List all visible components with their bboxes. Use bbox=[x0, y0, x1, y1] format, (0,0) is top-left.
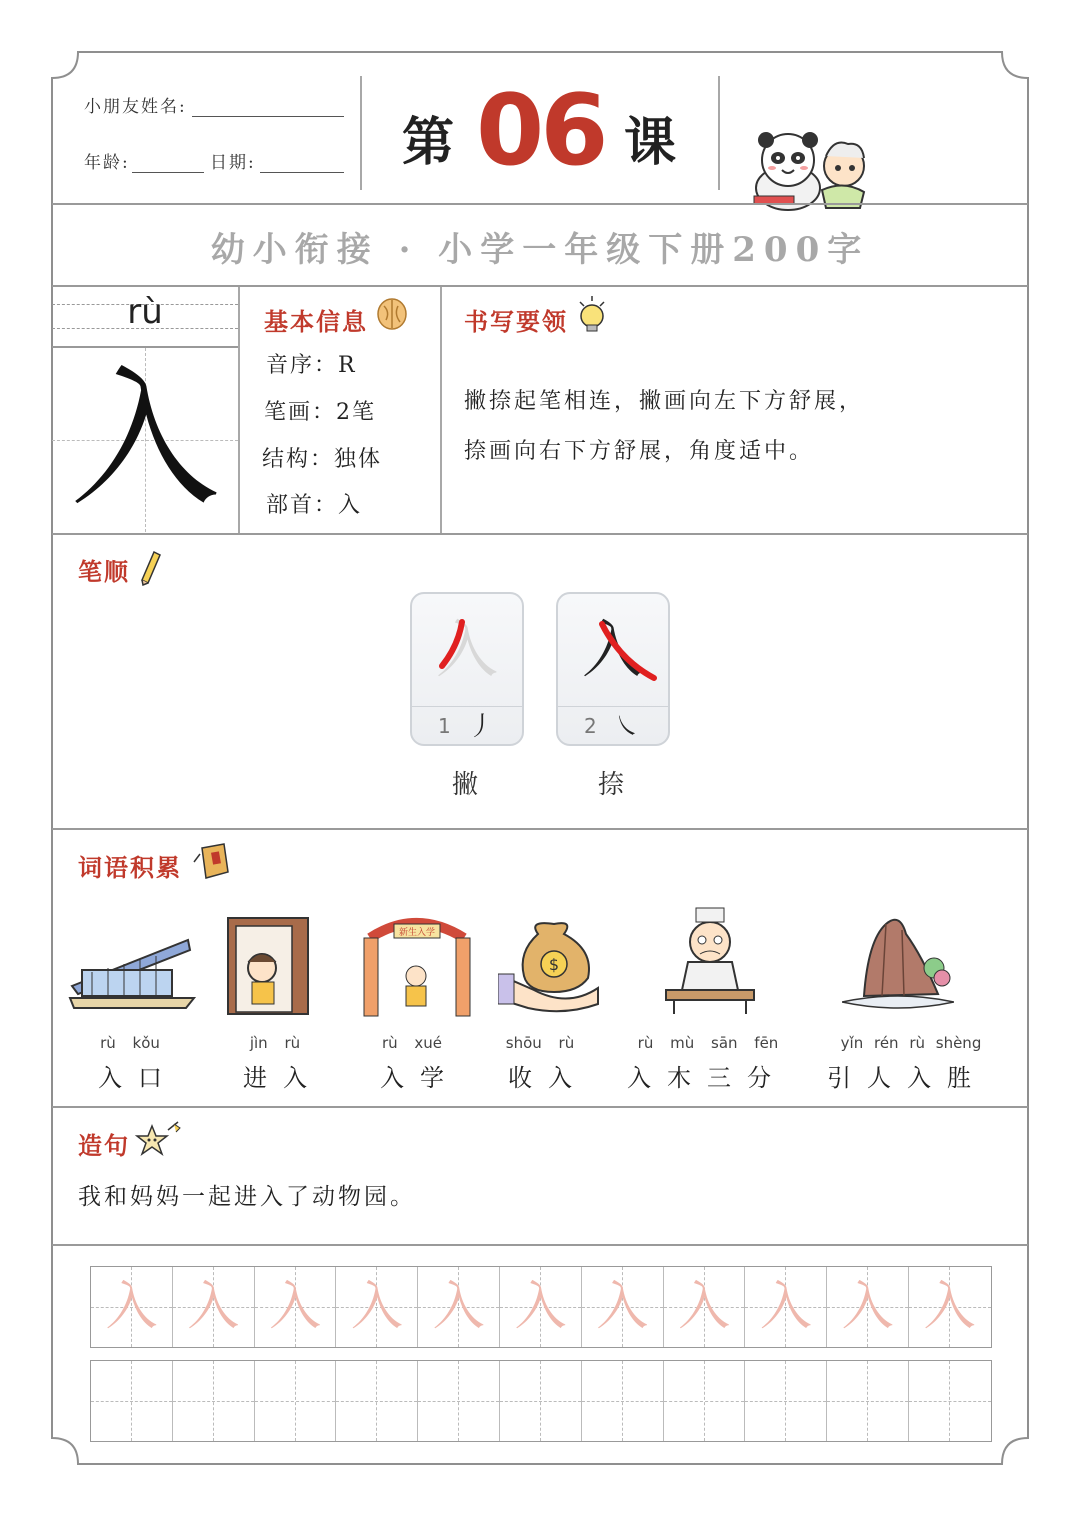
write-cell[interactable] bbox=[664, 1361, 746, 1441]
stroke-card-2 bbox=[556, 592, 670, 746]
info-bottom-rule bbox=[52, 533, 1028, 535]
lesson-number: 06 bbox=[476, 74, 605, 188]
trace-cell[interactable]: 入 bbox=[745, 1267, 827, 1347]
lesson-suffix: 课 bbox=[624, 112, 677, 173]
book-icon bbox=[192, 842, 232, 882]
trace-cell[interactable]: 入 bbox=[91, 1267, 173, 1347]
vocabulary-title: 词语积累 bbox=[78, 853, 182, 882]
tip-line-2: 捺画向右下方舒展，角度适中。 bbox=[464, 439, 815, 464]
word-3-hanzi: 入学 bbox=[380, 1064, 460, 1092]
trace-cell[interactable]: 入 bbox=[827, 1267, 909, 1347]
stroke-card-1-num: 1 bbox=[438, 714, 451, 738]
stroke-card-2-glyph: ㇏ bbox=[614, 712, 641, 742]
stroke-card-1-divider bbox=[412, 706, 522, 707]
word-2-hanzi: 进入 bbox=[243, 1064, 323, 1092]
header-divider-left bbox=[360, 76, 362, 190]
header-divider-right bbox=[718, 76, 720, 190]
write-cell[interactable] bbox=[255, 1361, 337, 1441]
sentence-text: 我和妈妈一起进入了动物园。 bbox=[78, 1184, 416, 1210]
stroke-bottom-rule bbox=[52, 828, 1028, 830]
star-icon bbox=[134, 1120, 184, 1160]
word-5-hanzi: 入木三分 bbox=[627, 1064, 787, 1092]
banner-bottom-rule bbox=[52, 285, 1028, 287]
trace-cell[interactable]: 入 bbox=[336, 1267, 418, 1347]
sentence-title: 造句 bbox=[78, 1131, 130, 1160]
trace-cell[interactable]: 入 bbox=[582, 1267, 664, 1347]
writing-grid-row bbox=[90, 1360, 992, 1442]
stroke-2-highlight bbox=[558, 594, 668, 706]
info-line-2: 笔画：2笔 bbox=[264, 400, 376, 425]
stroke-card-2-glyph-full: 入 bbox=[581, 613, 644, 686]
write-cell[interactable] bbox=[500, 1361, 582, 1441]
write-cell[interactable] bbox=[745, 1361, 827, 1441]
basic-info-title: 基本信息 bbox=[264, 307, 368, 336]
character-hanzi: 入 bbox=[69, 353, 220, 527]
trace-cell[interactable]: 入 bbox=[909, 1267, 991, 1347]
word-6-pinyin: yǐn rén rù shèng bbox=[840, 1034, 982, 1052]
pencil-icon bbox=[136, 548, 162, 586]
word-6-hanzi: 引人入胜 bbox=[827, 1064, 987, 1092]
stroke-card-2-divider bbox=[558, 706, 668, 707]
stroke-card-1 bbox=[410, 592, 524, 746]
trace-cell[interactable]: 入 bbox=[664, 1267, 746, 1347]
write-cell[interactable] bbox=[336, 1361, 418, 1441]
banner-title: 幼小衔接 · 小学一年级下册200字 bbox=[210, 230, 870, 270]
trace-cell[interactable]: 入 bbox=[255, 1267, 337, 1347]
age-field[interactable] bbox=[132, 172, 204, 173]
trace-cell[interactable]: 入 bbox=[500, 1267, 582, 1347]
character-pinyin: rù bbox=[127, 292, 163, 332]
write-cell[interactable] bbox=[582, 1361, 664, 1441]
word-2-pinyin: jìn rù bbox=[249, 1034, 301, 1052]
vocabulary-bottom-rule bbox=[52, 1106, 1028, 1108]
date-label: 日期: bbox=[210, 153, 256, 173]
word-1-pinyin: rù kǒu bbox=[100, 1034, 160, 1052]
stroke-card-1-ghost: 入 bbox=[435, 613, 498, 686]
word-1-hanzi: 入口 bbox=[98, 1064, 178, 1092]
door-kid-illustration bbox=[224, 914, 316, 1018]
write-cell[interactable] bbox=[909, 1361, 991, 1441]
stroke-card-1-glyph: 丿 bbox=[468, 712, 495, 742]
lesson-prefix: 第 bbox=[402, 112, 455, 173]
stroke-order-title: 笔顺 bbox=[78, 557, 130, 586]
stroke-1-highlight bbox=[412, 594, 522, 706]
write-cell[interactable] bbox=[418, 1361, 500, 1441]
name-label: 小朋友姓名: bbox=[84, 97, 187, 117]
money-bag-illustration bbox=[498, 916, 602, 1016]
stroke-name-2: 捺 bbox=[597, 770, 624, 800]
brain-icon bbox=[376, 296, 408, 336]
write-cell[interactable] bbox=[827, 1361, 909, 1441]
stroke-name-1: 撇 bbox=[451, 770, 478, 800]
panda-kid-illustration bbox=[748, 130, 873, 214]
date-field[interactable] bbox=[260, 172, 344, 173]
school-sign-text: 新生入学 bbox=[398, 928, 436, 938]
trace-cell[interactable]: 入 bbox=[173, 1267, 255, 1347]
svg-text:$: $ bbox=[548, 955, 560, 974]
calligrapher-illustration bbox=[660, 904, 760, 1016]
info-line-4: 部首：入 bbox=[266, 493, 363, 518]
tip-line-1: 撇捺起笔相连，撇画向左下方舒展， bbox=[464, 389, 865, 414]
tracing-grid-row bbox=[90, 1266, 992, 1348]
info-divider bbox=[440, 287, 442, 533]
name-field[interactable] bbox=[192, 116, 344, 117]
lightbulb-icon bbox=[576, 294, 610, 334]
stroke-card-2-num: 2 bbox=[584, 714, 597, 738]
school-gate-illustration bbox=[356, 914, 478, 1018]
trace-cell[interactable]: 入 bbox=[418, 1267, 500, 1347]
info-line-3: 结构：独体 bbox=[262, 447, 383, 472]
word-4-hanzi: 收入 bbox=[508, 1064, 588, 1092]
write-cell[interactable] bbox=[91, 1361, 173, 1441]
writing-tips-title: 书写要领 bbox=[464, 307, 568, 336]
header-bottom-rule bbox=[52, 203, 1028, 205]
sentence-bottom-rule bbox=[52, 1244, 1028, 1246]
write-cell[interactable] bbox=[173, 1361, 255, 1441]
mountain-illustration bbox=[842, 906, 954, 1016]
age-label: 年龄: bbox=[84, 153, 130, 173]
word-4-pinyin: shōu rù bbox=[505, 1034, 575, 1052]
entrance-illustration bbox=[68, 920, 198, 1012]
char-divider bbox=[238, 287, 240, 533]
word-5-pinyin: rù mù sān fēn bbox=[637, 1034, 779, 1052]
word-3-pinyin: rù xué bbox=[381, 1034, 443, 1052]
info-line-1: 音序：R bbox=[266, 353, 357, 378]
